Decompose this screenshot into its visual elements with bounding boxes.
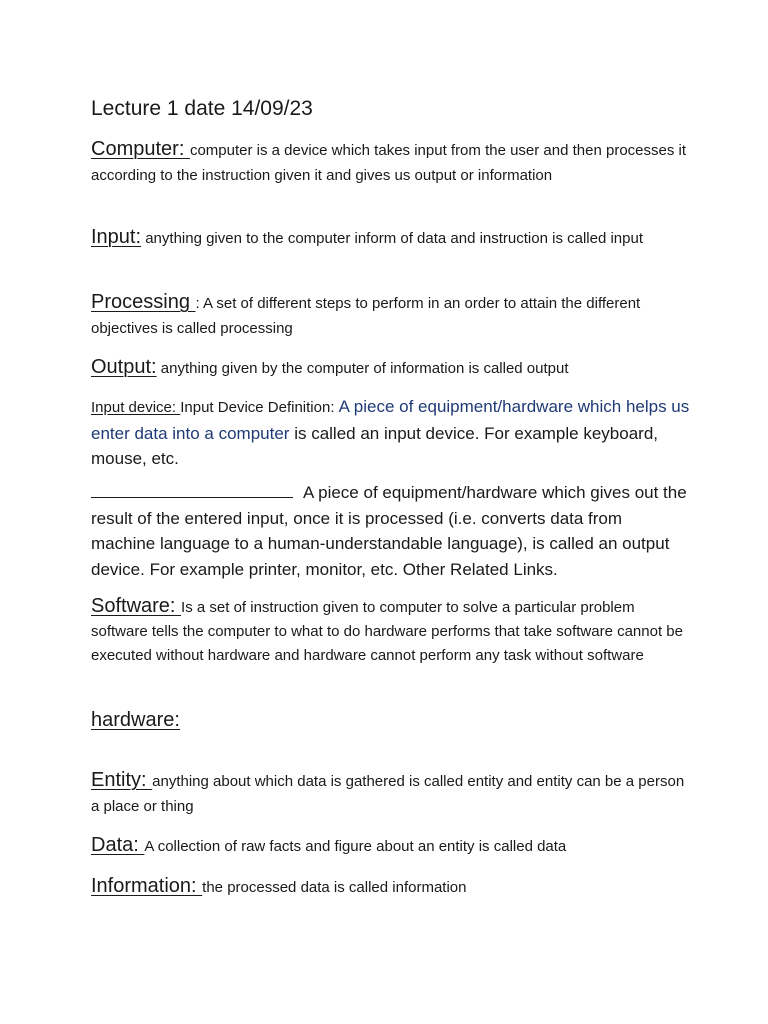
output-device-text: A piece of equipment/hardware which gives out the result of the entered input, once it is processed (i.e. converts data from machine language to a human-understandable language), is called an output device. For example printer, monitor, etc. Other Related Links. <box>91 483 687 579</box>
blank-term-line <box>91 483 293 498</box>
software-definition <box>91 594 691 668</box>
input-device-prefix: Input Device Definition: <box>180 399 339 416</box>
input-term: Input: <box>91 226 142 248</box>
output-term: Output: <box>91 356 157 378</box>
computer-term: Computer: <box>91 138 190 160</box>
processing-text: : A set of different steps to perform in an order to attain the different objectives is called processing <box>91 295 641 337</box>
lecture-title: Lecture 1 date 14/09/23 <box>91 97 313 120</box>
data-term: Data: <box>91 834 145 856</box>
processing-term: Processing <box>91 291 196 313</box>
input-device-definition <box>91 394 691 472</box>
data-definition <box>91 833 691 859</box>
entity-definition <box>91 768 691 819</box>
hardware-definition <box>91 708 691 734</box>
entity-term: Entity: <box>91 769 153 791</box>
input-text: anything given to the computer inform of data and instruction is called input <box>141 230 644 247</box>
input-device-highlight: A piece of equipment/hardware which helps us enter data into a computer <box>91 397 690 443</box>
information-text: the processed data is called information <box>202 879 467 896</box>
processing-definition <box>91 290 691 341</box>
data-text: A collection of raw facts and figure about an entity is called data <box>144 838 567 855</box>
input-definition <box>91 225 691 251</box>
output-text: anything given by the computer of information is called output <box>156 360 569 377</box>
output-definition <box>91 355 691 381</box>
hardware-term: hardware: <box>91 709 180 731</box>
information-term: Information: <box>91 875 203 897</box>
computer-text: computer is a device which takes input from the user and then processes it according to the instruction given it and gives us output or information <box>91 142 687 184</box>
software-text: Is a set of instruction given to computer to solve a particular problem software tells the computer to what to do hardware performs that take software cannot be executed without hardware and hardware cannot perform any task without software <box>91 599 683 664</box>
information-definition <box>91 874 691 900</box>
computer-definition <box>91 137 691 188</box>
input-device-suffix: is called an input device. For example keyboard, mouse, etc. <box>91 423 658 468</box>
output-device-definition <box>91 480 691 582</box>
software-term: Software: <box>91 595 182 617</box>
entity-text: anything about which data is gathered is called entity and entity can be a person a place or thing <box>91 773 685 815</box>
input-device-term: Input device: <box>91 399 181 416</box>
